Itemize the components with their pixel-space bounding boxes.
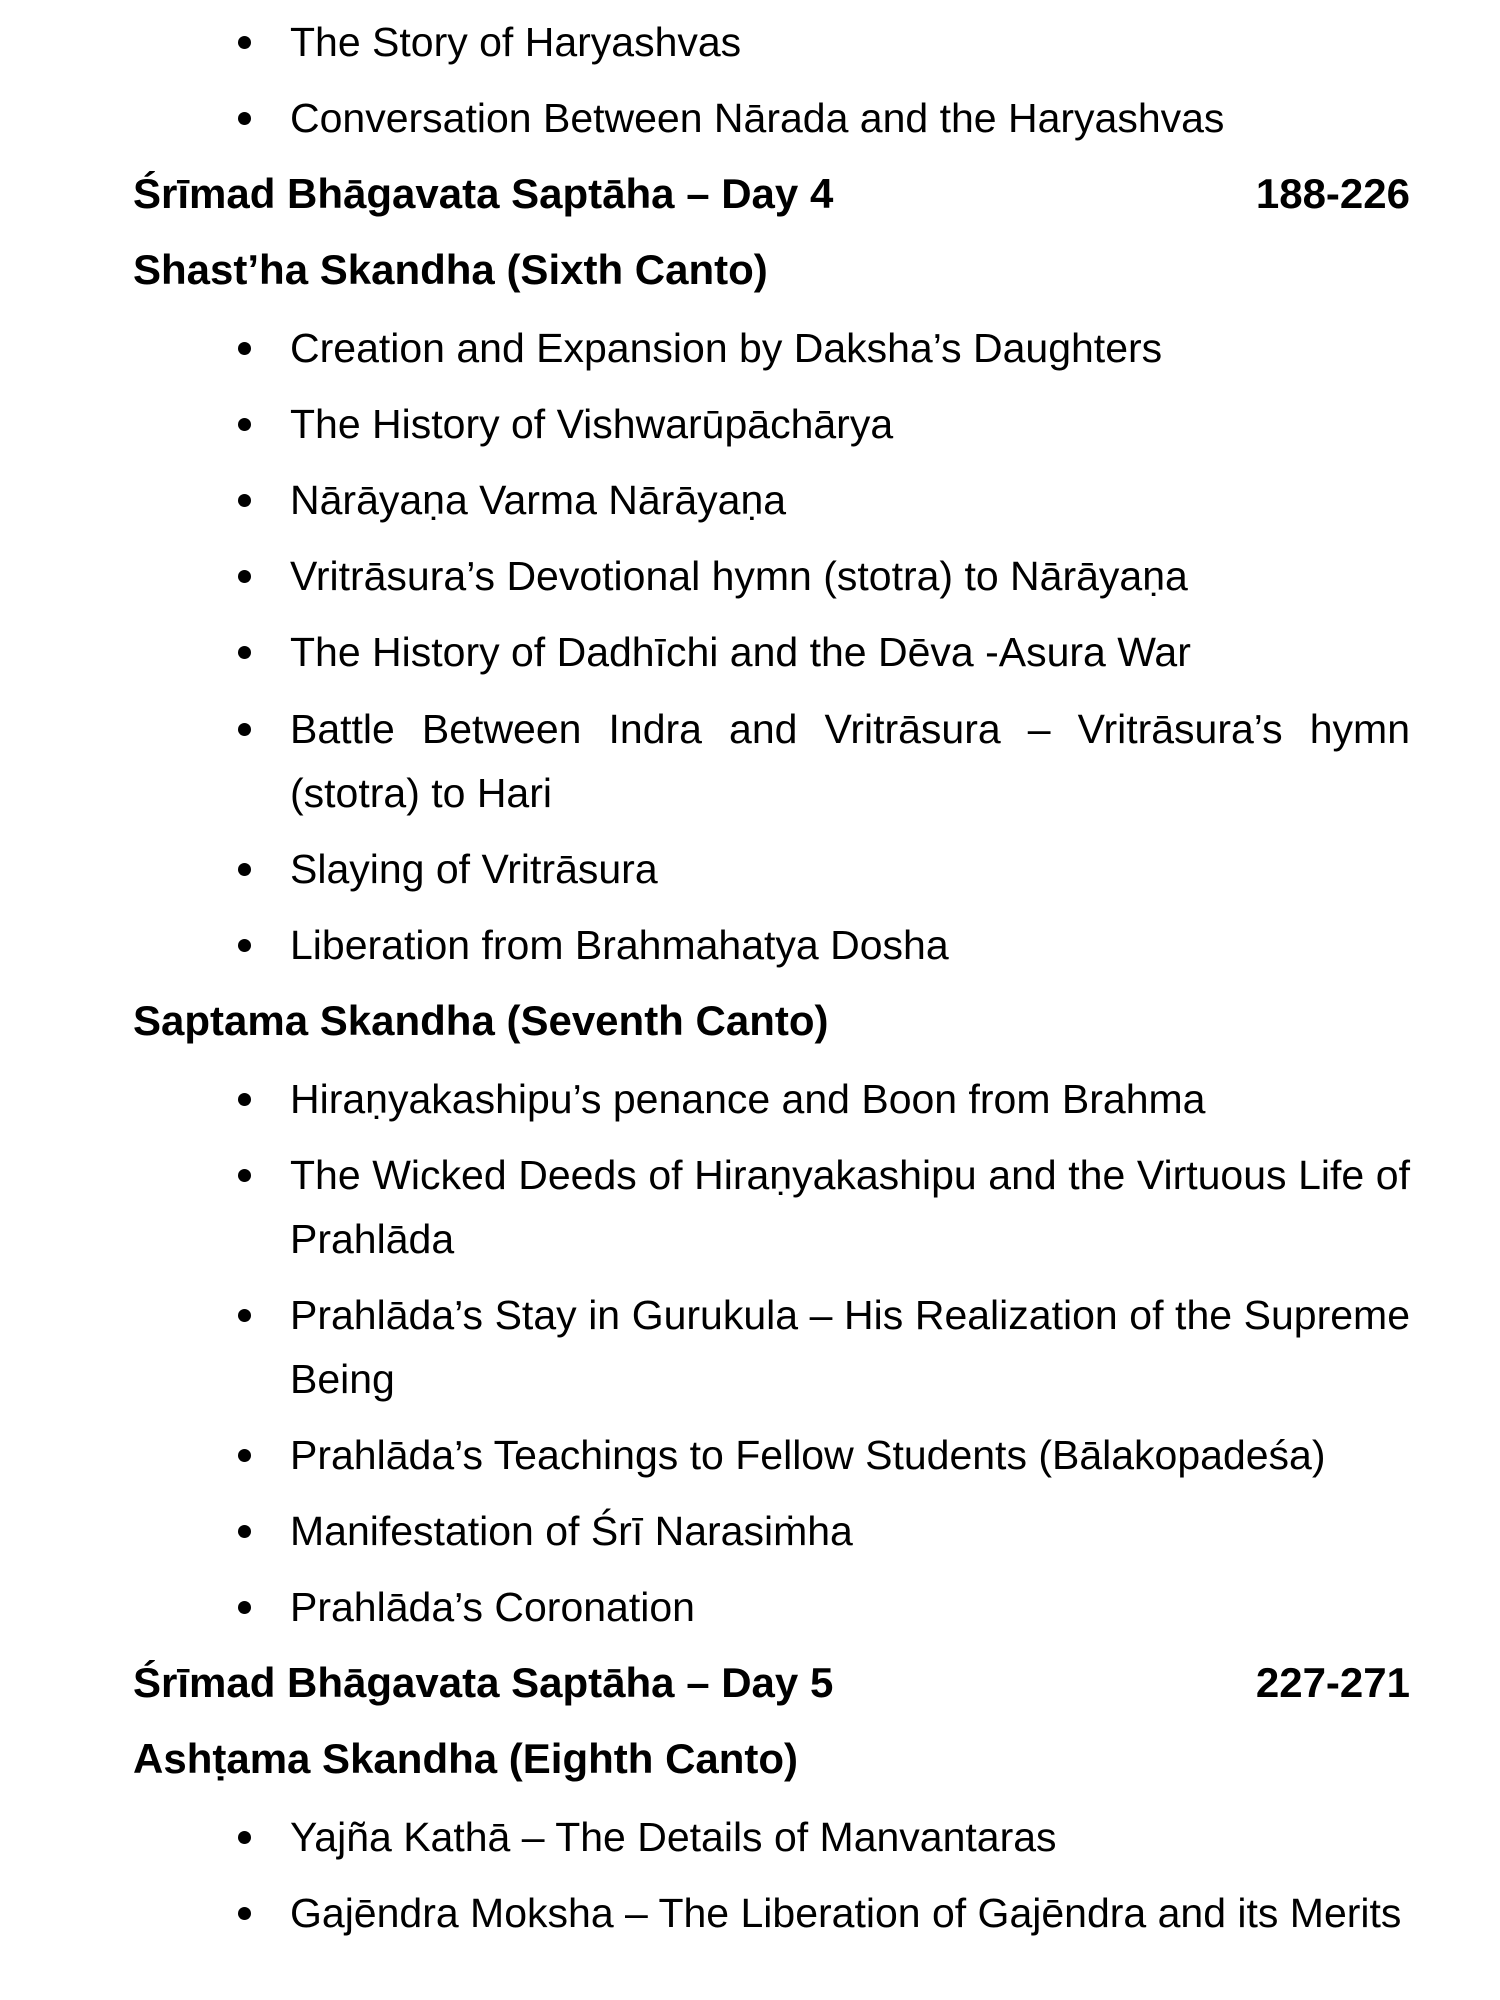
bullet-icon bbox=[238, 468, 252, 532]
bullet-icon bbox=[238, 1881, 252, 1945]
bullet-icon bbox=[238, 913, 252, 977]
bullet-icon bbox=[238, 697, 252, 761]
bullet-icon bbox=[238, 1499, 252, 1563]
bullet-icon bbox=[238, 544, 252, 608]
bullet-icon bbox=[238, 1805, 252, 1869]
day5-title: Śrīmad Bhāgavata Saptāha – Day 5 bbox=[133, 1659, 834, 1706]
bullet-icon bbox=[238, 1143, 252, 1207]
list-item: Conversation Between Nārada and the Haryashvas bbox=[238, 86, 1410, 150]
bullet-icon bbox=[238, 1423, 252, 1487]
list-item: Prahlāda’s Stay in Gurukula – His Realization of the Supreme Being bbox=[238, 1283, 1410, 1411]
day4-heading bbox=[133, 168, 1410, 220]
sixth-canto-title: Shast’ha Skandha (Sixth Canto) bbox=[133, 246, 768, 293]
list-item: Gajēndra Moksha – The Liberation of Gajēndra and its Merits bbox=[238, 1881, 1410, 1945]
day5-heading bbox=[133, 1657, 1410, 1709]
seventh-canto-title: Saptama Skandha (Seventh Canto) bbox=[133, 997, 829, 1044]
bullet-icon bbox=[238, 620, 252, 684]
list-item: The History of Vishwarūpāchārya bbox=[238, 392, 1410, 456]
list-item: The Story of Haryashvas bbox=[238, 10, 1410, 74]
list-item: The History of Dadhīchi and the Dēva -Asura War bbox=[238, 620, 1410, 684]
eighth-canto-title: Ashṭama Skandha (Eighth Canto) bbox=[133, 1735, 799, 1782]
bullet-icon bbox=[238, 316, 252, 380]
bullet-icon bbox=[238, 392, 252, 456]
day5-pages: 227-271 bbox=[1255, 1659, 1410, 1706]
bullet-icon bbox=[238, 10, 252, 74]
day4-title: Śrīmad Bhāgavata Saptāha – Day 4 bbox=[133, 170, 834, 217]
bullet-icon bbox=[238, 86, 252, 150]
list-item: Battle Between Indra and Vritrāsura – Vritrāsura’s hymn (stotra) to Hari bbox=[238, 697, 1410, 825]
list-item: Prahlāda’s Teachings to Fellow Students (Bālakopadeśa) bbox=[238, 1423, 1410, 1487]
bullet-icon bbox=[238, 1575, 252, 1639]
bullet-icon bbox=[238, 837, 252, 901]
list-item: Prahlāda’s Coronation bbox=[238, 1575, 1410, 1639]
list-item: Slaying of Vritrāsura bbox=[238, 837, 1410, 901]
bullet-icon bbox=[238, 1067, 252, 1131]
list-item: Manifestation of Śrī Narasiṁha bbox=[238, 1499, 1410, 1563]
list-item: Liberation from Brahmahatya Dosha bbox=[238, 913, 1410, 977]
list-item: Creation and Expansion by Daksha’s Daughters bbox=[238, 316, 1410, 380]
list-item: The Wicked Deeds of Hiraṇyakashipu and the Virtuous Life of Prahlāda bbox=[238, 1143, 1410, 1271]
bullet-icon bbox=[238, 1283, 252, 1347]
list-item: Nārāyaṇa Varma Nārāyaṇa bbox=[238, 468, 1410, 532]
list-item: Yajña Kathā – The Details of Manvantaras bbox=[238, 1805, 1410, 1869]
list-item: Vritrāsura’s Devotional hymn (stotra) to Nārāyaṇa bbox=[238, 544, 1410, 608]
day4-pages: 188-226 bbox=[1255, 170, 1410, 217]
list-item: Hiraṇyakashipu’s penance and Boon from Brahma bbox=[238, 1067, 1410, 1131]
